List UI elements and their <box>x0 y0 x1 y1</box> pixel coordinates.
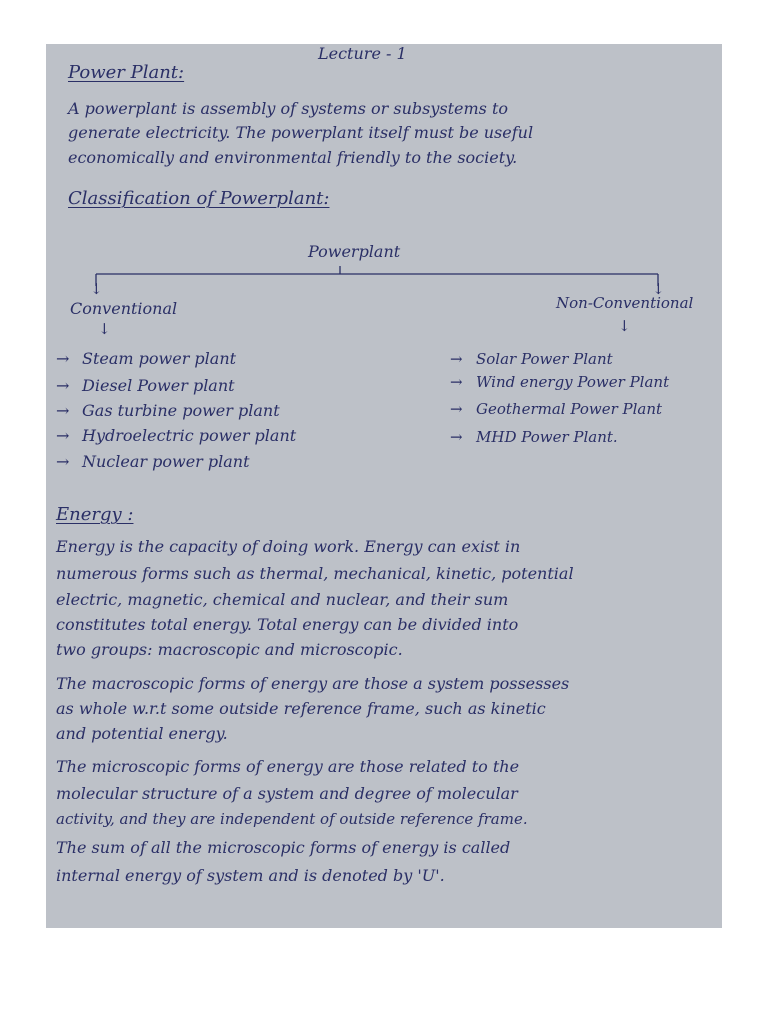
energy-line-6: The macroscopic forms of energy are those a system possesses <box>56 674 570 693</box>
intro-line-3: economically and environmental friendly to the society. <box>68 148 518 167</box>
energy-heading: Energy : <box>56 504 134 525</box>
bullet-arrow-icon: → <box>450 428 463 446</box>
energy-line-8: and potential energy. <box>56 724 228 743</box>
non-conventional-down-arrow: ↓ <box>618 317 631 335</box>
bullet-arrow-icon: → <box>56 376 70 395</box>
classification-heading: Classification of Powerplant: <box>68 188 330 209</box>
conventional-label: Conventional <box>70 299 178 318</box>
energy-line-1: Energy is the capacity of doing work. Energy can exist in <box>56 537 521 556</box>
lecture-header: Lecture - 1 <box>318 44 407 63</box>
conventional-item-2: → Diesel Power plant <box>56 376 235 395</box>
non-conventional-item-2: → Wind energy Power Plant <box>450 373 670 391</box>
energy-line-9: The microscopic forms of energy are those related to the <box>56 757 520 776</box>
bullet-arrow-icon: → <box>56 401 70 420</box>
bullet-arrow-icon: → <box>450 400 463 418</box>
energy-line-3: electric, magnetic, chemical and nuclear, and their sum <box>56 590 509 609</box>
power-plant-heading: Power Plant: <box>68 62 185 83</box>
non-conventional-item-3: → Geothermal Power Plant <box>450 400 663 418</box>
bullet-arrow-icon: → <box>56 426 70 445</box>
energy-line-4: constitutes total energy. Total energy can be divided into <box>56 615 519 634</box>
bullet-arrow-icon: → <box>450 350 463 368</box>
energy-line-12: The sum of all the microscopic forms of energy is called <box>56 838 511 857</box>
non-conventional-item-1: → Solar Power Plant <box>450 350 613 368</box>
conventional-item-5: → Nuclear power plant <box>56 452 250 471</box>
bullet-arrow-icon: → <box>56 452 70 471</box>
non-conventional-label: Non-Conventional <box>556 294 694 312</box>
conventional-item-3: → Gas turbine power plant <box>56 401 280 420</box>
energy-line-7: as whole w.r.t some outside reference frame, such as kinetic <box>56 699 546 718</box>
tree-root-label: Powerplant <box>308 242 401 261</box>
conventional-item-1: → Steam power plant <box>56 349 237 368</box>
energy-line-13: internal energy of system and is denoted by 'U'. <box>56 866 445 885</box>
bullet-arrow-icon: → <box>450 373 463 391</box>
conventional-down-arrow: ↓ <box>98 320 111 338</box>
intro-line-1: A powerplant is assembly of systems or subsystems to <box>68 99 509 118</box>
non-conventional-item-4: → MHD Power Plant. <box>450 428 618 446</box>
conventional-item-4: → Hydroelectric power plant <box>56 426 297 445</box>
right-down-arrow: ↓ <box>652 280 665 298</box>
energy-line-10: molecular structure of a system and degree of molecular <box>56 784 518 803</box>
intro-line-2: generate electricity. The powerplant itself must be useful <box>68 123 534 142</box>
notebook-page <box>46 44 722 928</box>
energy-line-5: two groups: macroscopic and microscopic. <box>56 640 403 659</box>
left-down-arrow: ↓ <box>90 280 103 298</box>
bullet-arrow-icon: → <box>56 349 70 368</box>
energy-line-2: numerous forms such as thermal, mechanical, kinetic, potential <box>56 564 574 583</box>
energy-line-11: activity, and they are independent of outside reference frame. <box>56 810 528 828</box>
